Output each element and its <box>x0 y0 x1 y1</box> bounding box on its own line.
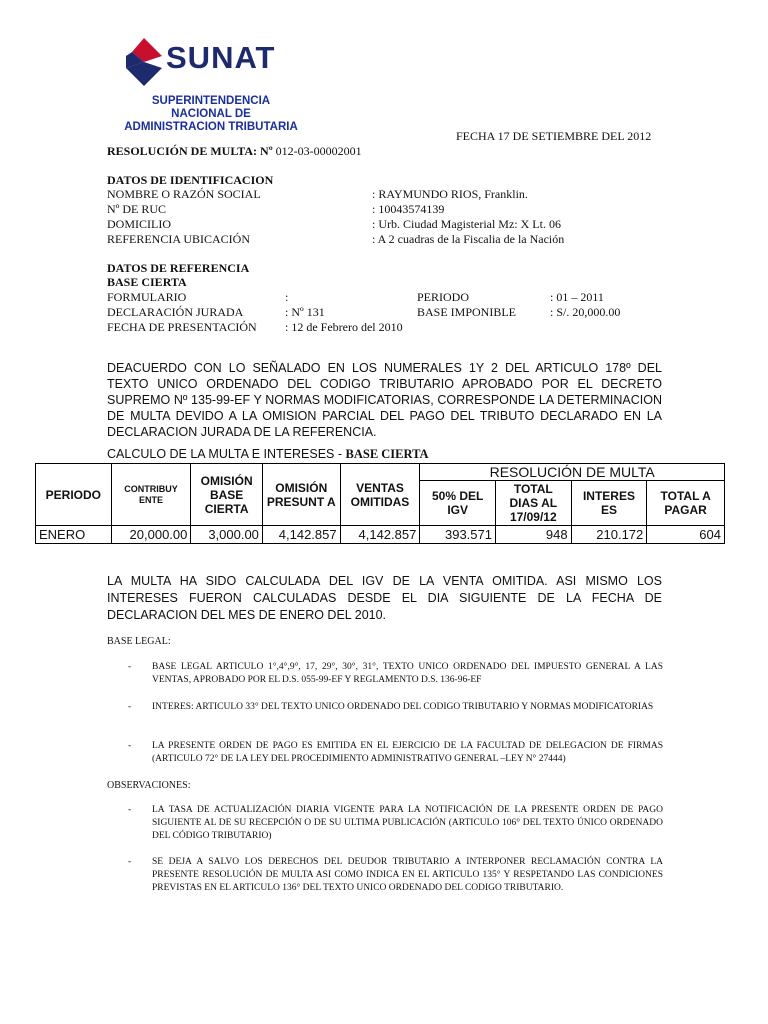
table-cell: 4,142.857 <box>340 526 420 544</box>
group-header-resolucion: RESOLUCIÓN DE MULTA <box>420 464 725 481</box>
observaciones-title: OBSERVACIONES: <box>107 780 191 791</box>
table-cell: ENERO <box>36 526 112 544</box>
resolucion-label: RESOLUCIÓN DE MULTA: Nº <box>107 144 273 158</box>
table-cell: 20,000.00 <box>111 526 191 544</box>
ref-value2: : S/. 20,000.00 <box>550 305 621 319</box>
base-legal-item: - INTERES: ARTICULO 33° DEL TEXTO UNICO ORDENADO DEL CODIGO TRIBUTARIO Y NORMAS MODIFICATORIAS <box>128 702 654 712</box>
header-cell: VENTAS OMITIDAS <box>340 464 420 526</box>
header-cell: TOTAL DIAS AL 17/09/12 <box>495 481 571 526</box>
id-value: : Urb. Ciudad Magisterial Mz: X Lt. 06 <box>372 217 561 231</box>
resolucion-line <box>107 144 362 158</box>
table-cell: 948 <box>495 526 571 544</box>
header-cell: OMISIÓN PRESUNT A <box>262 464 340 526</box>
resolucion-number: 012-03-00002001 <box>275 144 362 158</box>
table-cell: 393.571 <box>420 526 496 544</box>
id-label: DOMICILIO <box>107 217 171 231</box>
id-value: : A 2 cuadras de la Fiscalia de la Nación <box>372 232 565 246</box>
id-value: : RAYMUNDO RIOS, Franklin. <box>372 187 528 201</box>
id-row <box>107 217 667 232</box>
header-cell: CONTRIBUY ENTE <box>111 464 191 526</box>
ref-row <box>107 305 667 320</box>
observacion-item: - LA TASA DE ACTUALIZACIÓN DIARIA VIGENTE PARA LA NOTIFICACIÓN DE LA PRESENTE ORDEN DE PAGO SIGUIENTE AL DE SU RECEPCIÓN O DE SU ULTIMA PUBLICACIÓN (ARTICULO 106° DEL TEXTO ÚNICO ORDENADO DEL CÓDIGO TRIBUTARIO) <box>128 805 663 841</box>
base-legal-item: - LA PRESENTE ORDEN DE PAGO ES EMITIDA EN EL EJERCICIO DE LA FACULTAD DE DELEGACION DE FIRMAS (ARTICULO 72° DE LA LEY DEL PROCEDIMIENTO ADMINISTRATIVO GENERAL –LEY N° 27444) <box>128 741 663 764</box>
id-row <box>107 202 667 217</box>
ref-row <box>107 290 667 305</box>
header-cell: OMISIÓN BASE CIERTA <box>191 464 263 526</box>
ref-value: : <box>285 290 289 304</box>
ref-value: : Nº 131 <box>285 305 325 319</box>
ref-label: FORMULARIO <box>107 290 187 304</box>
table-row <box>36 526 725 544</box>
observacion-item: - SE DEJA A SALVO LOS DERECHOS DEL DEUDOR TRIBUTARIO A INTERPONER RECLAMACIÓN CONTRA LA PRESENTE RESOLUCIÓN DE MULTA ASI COMO INDICA EN EL ARTICULO 135° Y RESPETANDO LAS CONDICIONES PREVISTAS EN EL ARTICULO 136° DEL TEXTO UNICO ORDENADO DEL CODIGO TRIBUTARIO. <box>128 857 663 893</box>
logo-wordmark: SUNAT <box>166 40 276 75</box>
id-row <box>107 187 667 202</box>
base-legal-item: - BASE LEGAL ARTICULO 1°,4°,9°, 17, 29°, 30°, 31°, TEXTO UNICO ORDENADO DEL IMPUESTO GENERAL A LAS VENTAS, APROBADO POR EL D.S. 055-99-EF Y REGLAMENTO D.S. 136-96-EF <box>128 662 663 685</box>
ref-row <box>107 320 667 335</box>
referencia-subtitle: BASE CIERTA <box>107 275 187 289</box>
calculo-title: CALCULO DE LA MULTA E INTERESES - BASE CIERTA <box>107 447 429 461</box>
table-cell: 210.172 <box>571 526 647 544</box>
paragraph-determinacion: DEACUERDO CON LO SEÑALADO EN LOS NUMERALES 1Y 2 DEL ARTICULO 178º DEL TEXTO UNICO ORDENADO DEL CODIGO TRIBUTARIO APROBADO POR EL DECRETO SUPREMO Nº 135-99-EF Y NORMAS MODIFICATORIAS, CORRESPONDE LA DETERMINACION DE MULTA DEVIDO A LA OMISION PARCIAL DEL PAGO DEL TRIBUTO DECLARADO EN LA DECLARACION JURADA DE LA REFERENCIA. <box>107 361 662 439</box>
table-group-header-row <box>36 464 725 481</box>
header-cell: 50% DEL IGV <box>420 481 496 526</box>
logo-subtitle: SUPERINTENDENCIA NACIONAL DE ADMINISTRACION TRIBUTARIA <box>124 95 298 133</box>
ref-value: : 12 de Febrero del 2010 <box>285 320 403 334</box>
ref-label2: BASE IMPONIBLE <box>417 305 517 319</box>
multa-table <box>35 463 725 544</box>
header-cell: TOTAL A PAGAR <box>647 481 725 526</box>
id-label: REFERENCIA UBICACIÓN <box>107 232 251 246</box>
id-row <box>107 232 667 247</box>
id-label: NOMBRE O RAZÓN SOCIAL <box>107 187 261 201</box>
paragraph-calculo: LA MULTA HA SIDO CALCULADA DEL IGV DE LA VENTA OMITIDA. ASI MISMO LOS INTERESES FUERON CALCULADAS DESDE EL DIA SIGUIENTE DE LA FECHA DE DECLARACION DEL MES DE ENERO DEL 2010. <box>107 574 662 622</box>
sunat-diamond-icon <box>124 38 164 86</box>
id-label: Nº DE RUC <box>107 202 167 216</box>
header-cell: INTERES ES <box>571 481 647 526</box>
identificacion-block <box>107 187 667 247</box>
table-cell: 4,142.857 <box>262 526 340 544</box>
ref-value2: : 01 – 2011 <box>550 290 604 304</box>
identificacion-title: DATOS DE IDENTIFICACION <box>107 173 274 187</box>
header-cell: PERIODO <box>36 464 112 526</box>
fecha: FECHA 17 DE SETIEMBRE DEL 2012 <box>456 129 652 143</box>
base-legal-title: BASE LEGAL: <box>107 636 171 647</box>
referencia-title: DATOS DE REFERENCIA <box>107 261 250 275</box>
id-value: : 10043574139 <box>372 202 445 216</box>
ref-label: FECHA DE PRESENTACIÓN <box>107 320 257 334</box>
table-cell: 604 <box>647 526 725 544</box>
table-cell: 3,000.00 <box>191 526 263 544</box>
ref-label2: PERIODO <box>417 290 470 304</box>
ref-label: DECLARACIÓN JURADA <box>107 305 244 319</box>
referencia-block <box>107 290 667 335</box>
